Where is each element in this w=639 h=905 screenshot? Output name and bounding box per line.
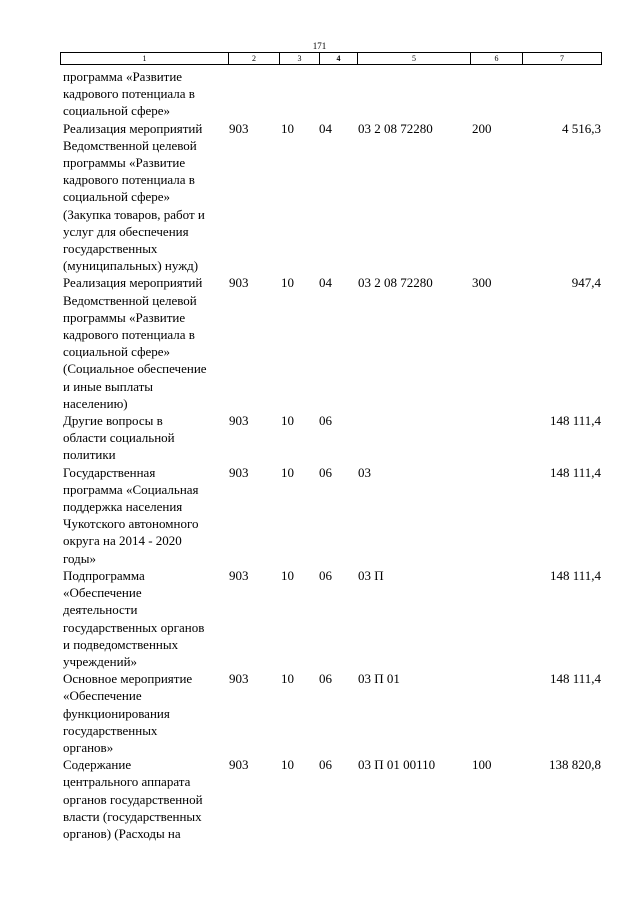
target-article-code: 03 2 08 72280 <box>358 120 433 136</box>
amount: 148 111,4 <box>549 464 601 480</box>
amount: 4 516,3 <box>562 120 601 136</box>
ministry-code: 903 <box>229 464 249 480</box>
row-name: Реализация мероприятий Ведомственной целевой программы «Развитие кадрового потенциала в социальной сфере» (Закупка товаров, работ и услуг для обеспечения государственных (муниципальных) нужд) <box>63 120 205 274</box>
row-name: Реализация мероприятий Ведомственной целевой программы «Развитие кадрового потенциала в социальной сфере» (Социальное обеспечение и иные выплаты населению) <box>63 275 207 411</box>
page-number: 171 <box>312 41 327 51</box>
column-number-5: 5 <box>358 53 471 65</box>
section-code: 10 <box>281 464 294 480</box>
column-number-7: 7 <box>523 53 602 65</box>
section-code: 10 <box>281 567 294 583</box>
subsection-code: 06 <box>319 464 332 480</box>
amount: 148 111,4 <box>549 671 601 687</box>
table-row <box>0 274 639 412</box>
row-name: Содержание центрального аппарата органов государственной власти (государственных органов) (Расходы на <box>63 757 203 841</box>
section-code: 10 <box>281 757 294 773</box>
subsection-code: 04 <box>319 120 332 136</box>
subsection-code: 06 <box>319 413 332 429</box>
target-article-code: 03 <box>358 464 371 480</box>
table-row <box>0 567 639 670</box>
amount: 138 820,8 <box>549 757 601 773</box>
budget-table-body <box>0 68 639 842</box>
table-row <box>0 68 639 120</box>
target-article-code: 03 2 08 72280 <box>358 275 433 291</box>
ministry-code: 903 <box>229 671 249 687</box>
amount: 148 111,4 <box>549 567 601 583</box>
target-article-code: 03 П 01 <box>358 671 400 687</box>
ministry-code: 903 <box>229 757 249 773</box>
row-name: Другие вопросы в области социальной политики <box>63 413 175 463</box>
subsection-code: 06 <box>319 757 332 773</box>
subsection-code: 06 <box>319 567 332 583</box>
ministry-code: 903 <box>229 275 249 291</box>
subsection-code: 06 <box>319 671 332 687</box>
column-number-2: 2 <box>229 53 280 65</box>
column-number-3: 3 <box>280 53 320 65</box>
row-name: программа «Развитие кадрового потенциала в социальной сфере» <box>63 69 195 119</box>
target-article-code: 03 П <box>358 567 384 583</box>
subsection-code: 04 <box>319 275 332 291</box>
table-row <box>0 412 639 464</box>
row-name: Подпрограмма «Обеспечение деятельности государственных органов и подведомственных учреждений» <box>63 567 205 669</box>
expense-type-code: 300 <box>472 275 492 291</box>
section-code: 10 <box>281 120 294 136</box>
amount: 148 111,4 <box>549 413 601 429</box>
ministry-code: 903 <box>229 120 249 136</box>
expense-type-code: 100 <box>472 757 492 773</box>
table-row <box>0 756 639 842</box>
row-name: Государственная программа «Социальная поддержка населения Чукотского автономного округа на 2014 - 2020 годы» <box>63 464 199 566</box>
column-number-4: 4 <box>320 53 358 65</box>
expense-type-code: 200 <box>472 120 492 136</box>
column-number-header <box>60 52 602 65</box>
table-row <box>0 464 639 567</box>
section-code: 10 <box>281 275 294 291</box>
column-number-1: 1 <box>61 53 229 65</box>
column-number-6: 6 <box>471 53 523 65</box>
amount: 947,4 <box>571 275 601 291</box>
table-row <box>0 120 639 275</box>
section-code: 10 <box>281 671 294 687</box>
section-code: 10 <box>281 413 294 429</box>
ministry-code: 903 <box>229 413 249 429</box>
row-name: Основное мероприятие «Обеспечение функционирования государственных органов» <box>63 671 193 755</box>
target-article-code: 03 П 01 00110 <box>358 757 436 773</box>
table-row <box>0 670 639 756</box>
ministry-code: 903 <box>229 567 249 583</box>
